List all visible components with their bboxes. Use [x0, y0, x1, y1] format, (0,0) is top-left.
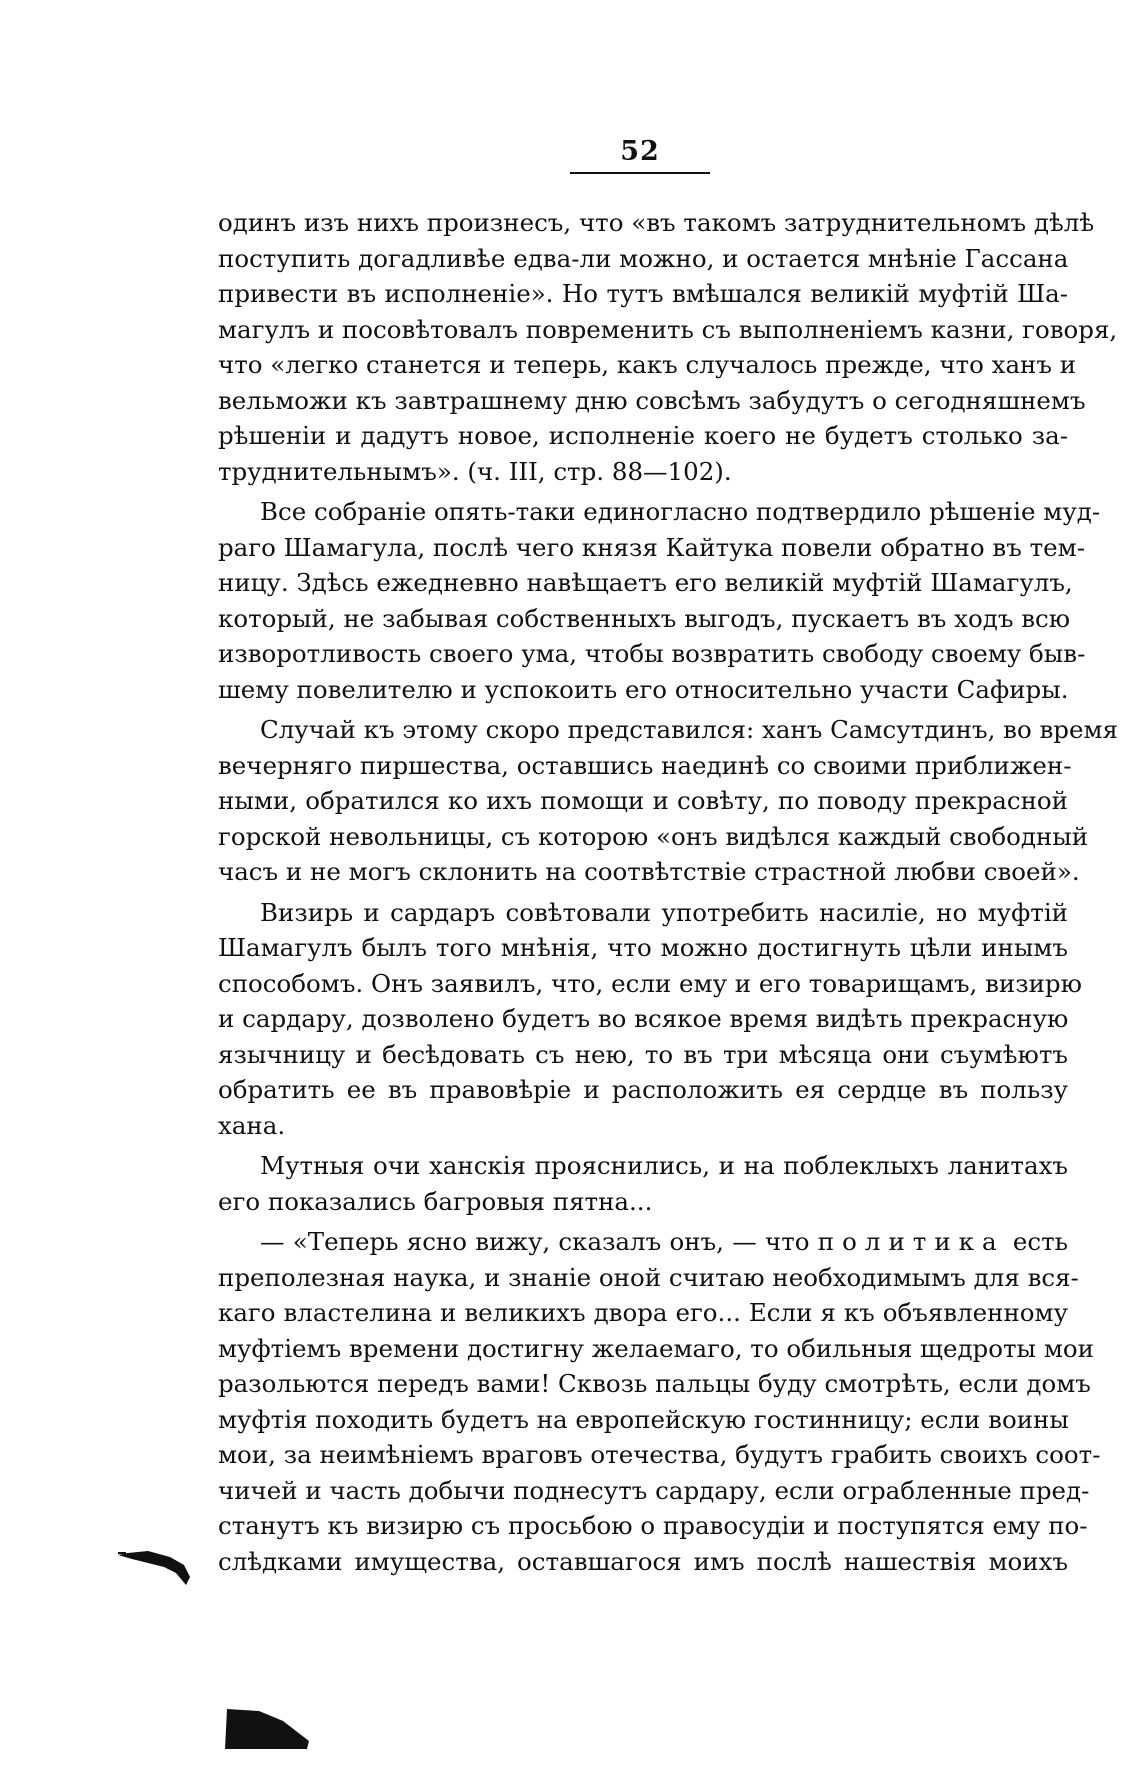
- text-line: привести въ исполненіе». Но тутъ вмѣшался великій муфтій Ша-: [218, 279, 1068, 308]
- text-line: [218, 1224, 1068, 1260]
- paragraph: [218, 1148, 1068, 1219]
- text-line: способомъ. Онъ заявилъ, что, если ему и его товарищамъ, визирю: [218, 968, 1082, 998]
- text-line: что «легко станется и теперь, какъ случалось прежде, что ханъ и: [218, 350, 1077, 379]
- text-line: магулъ и посовѣтовалъ повременить съ выполненіемъ казни, говоря,: [218, 314, 1118, 344]
- body-text: [218, 205, 1118, 1579]
- page-number: 52: [620, 136, 660, 167]
- text-line: ными, обратился ко ихъ помощи и совѣту, по поводу прекрасной: [218, 786, 1068, 815]
- text-line: часъ и не могъ склонить на соотвѣтствіе страстной любви своей».: [218, 857, 1080, 886]
- text-line: Случай къ этому скоро представился: ханъ Самсутдинъ, во время: [260, 715, 1118, 744]
- text-line: станутъ къ визирю съ просьбою о правосудіи и поступятся ему по-: [218, 1511, 1088, 1540]
- paragraph: [218, 205, 1118, 489]
- text-line: который, не забывая собственныхъ выгодъ, пускаетъ въ ходъ всю: [218, 603, 1071, 633]
- text-line: хана.: [218, 1110, 286, 1140]
- text-fragment: есть: [1012, 1227, 1068, 1256]
- text-line: его показались багровыя пятна...: [218, 1186, 653, 1216]
- text-line: одинъ изъ нихъ произнесъ, что «въ такомъ затруднительномъ дѣлѣ: [218, 208, 1095, 237]
- text-line: разольются передъ вами! Сквозь пальцы буду смотрѣть, если домъ: [218, 1369, 1091, 1398]
- text-line: обратить ее въ правовѣріе и расположить ея сердце въ пользу: [218, 1075, 1068, 1104]
- paragraph: [218, 895, 1082, 1144]
- text-line: труднительнымъ». (ч. III, стр. 88—102).: [218, 456, 732, 486]
- text-line: слѣдками имущества, оставшагося имъ послѣ нашествія моихъ: [218, 1546, 1068, 1576]
- text-line: Шамагулъ былъ того мнѣнія, что можно достигнуть цѣли инымъ: [218, 933, 1068, 962]
- ink-mark: [118, 1547, 200, 1587]
- ink-smudge: [225, 1705, 311, 1749]
- spaced-word: политика: [817, 1227, 1005, 1256]
- text-line: и сардару, дозволено будетъ во всякое время видѣть прекрасную: [218, 1004, 1069, 1033]
- text-line: Визирь и сардаръ совѣтовали употребить насиліе, но муфтій: [260, 897, 1068, 927]
- paragraph: [218, 712, 1118, 890]
- text-line: муфтіемъ времени достигну желаемаго, то обильныя щедроты мои: [218, 1333, 1094, 1363]
- text-line: поступить догадливѣе едва-ли можно, и остается мнѣніе Гассана: [218, 243, 1069, 273]
- text-line: Все собраніе опять-таки единогласно подтвердило рѣшеніе муд-: [260, 497, 1101, 526]
- text-line: вечерняго пиршества, оставшись наединѣ со своими приближен-: [218, 750, 1072, 780]
- text-line: шему повелителю и успокоить его относительно участи Сафиры.: [218, 674, 1069, 704]
- text-line: язычницу и бесѣдовать съ нею, то въ три мѣсяца они съумѣютъ: [218, 1039, 1068, 1069]
- text-line: чичей и часть добычи поднесутъ сардару, если ограбленные пред-: [218, 1475, 1090, 1505]
- text-line: изворотливость своего ума, чтобы возвратить свободу своему быв-: [218, 639, 1086, 668]
- text-line: каго властелина и великихъ двора его... Если я къ объявленному: [218, 1298, 1068, 1327]
- page-number-rule: [570, 172, 710, 174]
- text-line: вельможи къ завтрашнему дню совсѣмъ забудутъ о сегодняшнемъ: [218, 385, 1086, 415]
- text-fragment: — «Теперь ясно вижу, сказалъ онъ, — что: [260, 1227, 810, 1256]
- text-line: ницу. Здѣсь ежедневно навѣщаетъ его великій муфтій Шамагулъ,: [218, 568, 1073, 597]
- text-line: муфтія походить будетъ на европейскую гостинницу; если воины: [218, 1404, 1069, 1434]
- paragraph: [218, 1224, 1101, 1579]
- text-line: преполезная наука, и знаніе оной считаю необходимымъ для вся-: [218, 1262, 1079, 1292]
- text-line: мои, за неимѣніемъ враговъ отечества, будутъ грабить своихъ соот-: [218, 1440, 1101, 1469]
- text-line: Мутныя очи ханскія прояснились, и на поблеклыхъ ланитахъ: [260, 1151, 1068, 1180]
- paragraph: [218, 494, 1101, 707]
- text-line: раго Шамагула, послѣ чего князя Кайтука повели обратно въ тем-: [218, 532, 1085, 562]
- text-line: горской невольницы, съ которою «онъ видѣлся каждый свободный: [218, 821, 1089, 851]
- text-line: рѣшеніи и дадутъ новое, исполненіе коего не будетъ столько за-: [218, 421, 1068, 450]
